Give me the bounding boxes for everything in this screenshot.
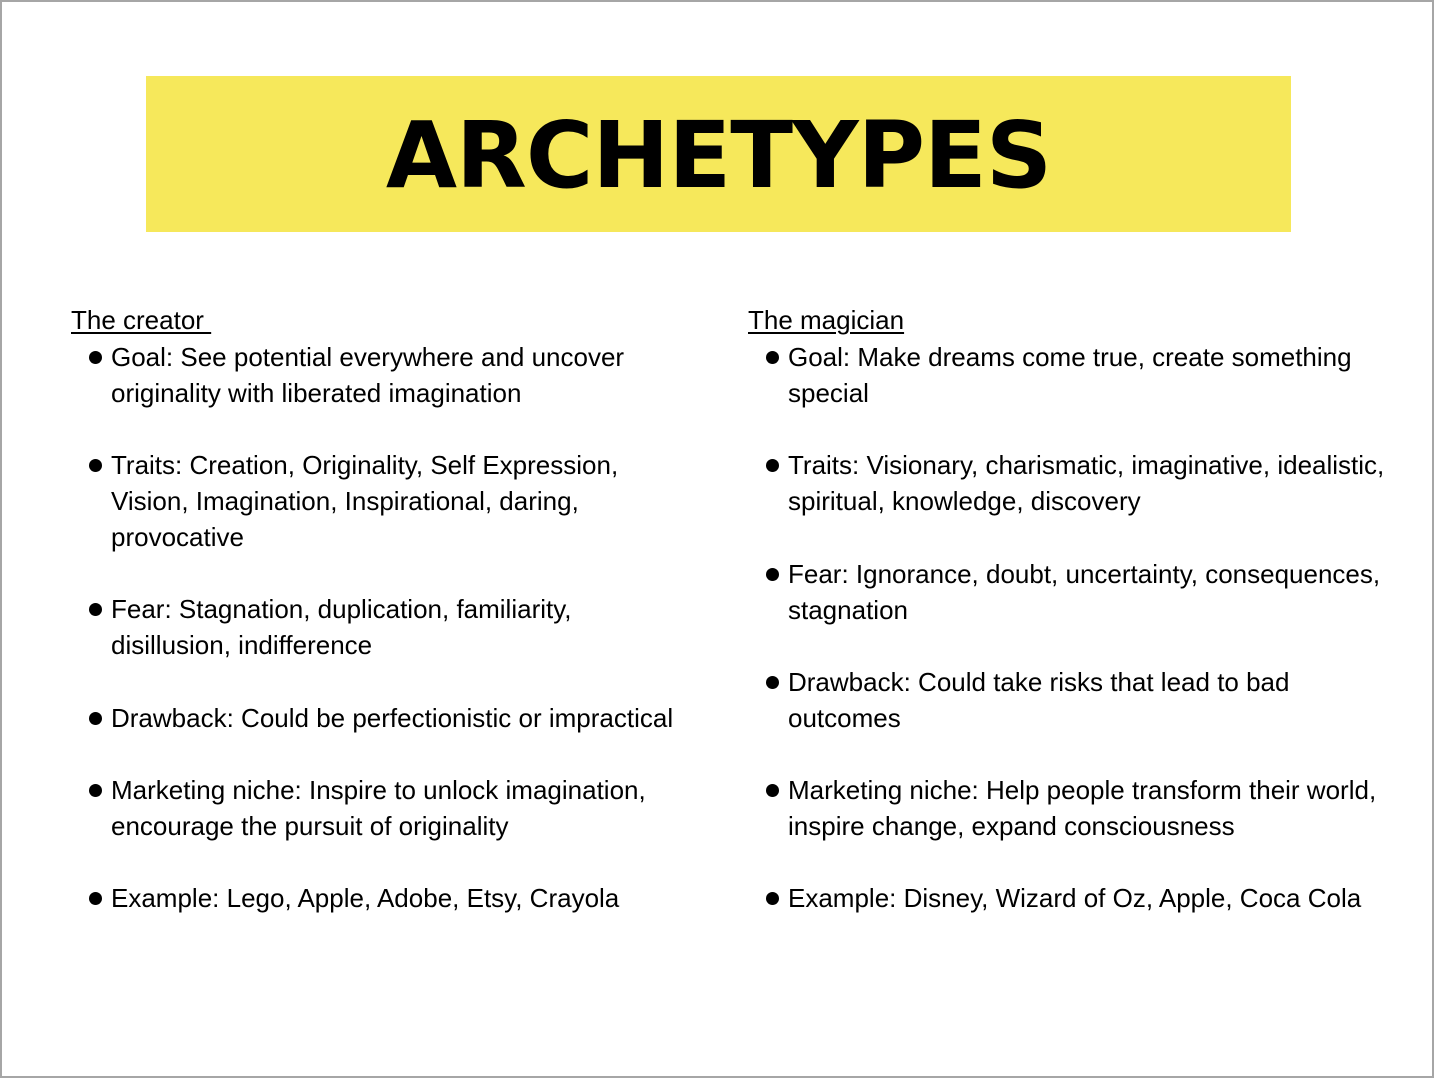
creator-fear-item [71, 591, 691, 663]
bullet-icon [766, 676, 779, 689]
creator-goal-item [71, 339, 691, 411]
bullet-text: Marketing niche: Inspire to unlock imagination, encourage the pursuit of originality [111, 775, 646, 841]
magician-fear-item [748, 556, 1388, 628]
creator-column [71, 303, 691, 952]
bullet-icon [766, 892, 779, 905]
bullet-text: Traits: Visionary, charismatic, imaginative, idealistic, spiritual, knowledge, discovery [788, 450, 1385, 516]
bullet-text: Drawback: Could take risks that lead to bad outcomes [788, 667, 1290, 733]
bullet-icon [89, 351, 102, 364]
bullet-text: Marketing niche: Help people transform their world, inspire change, expand consciousness [788, 775, 1377, 841]
bullet-icon [89, 603, 102, 616]
creator-bullet-list [71, 339, 691, 916]
bullet-text: Drawback: Could be perfectionistic or impractical [111, 703, 674, 733]
bullet-icon [766, 459, 779, 472]
magician-example-item [748, 880, 1388, 916]
magician-bullet-list [748, 339, 1388, 916]
creator-example-item [71, 880, 691, 916]
bullet-text: Goal: See potential everywhere and uncover originality with liberated imagination [111, 342, 625, 408]
bullet-text: Traits: Creation, Originality, Self Expression, Vision, Imagination, Inspirational, daring, provocative [111, 450, 619, 552]
bullet-icon [766, 568, 779, 581]
page-title: ARCHETYPES [385, 102, 1052, 209]
bullet-text: Goal: Make dreams come true, create something special [788, 342, 1352, 408]
creator-traits-item [71, 447, 691, 555]
magician-goal-item [748, 339, 1388, 411]
bullet-icon [89, 784, 102, 797]
bullet-icon [766, 351, 779, 364]
creator-heading: The creator [71, 305, 212, 335]
bullet-icon [766, 784, 779, 797]
magician-heading: The magician [748, 305, 905, 335]
bullet-text: Example: Lego, Apple, Adobe, Etsy, Crayola [111, 883, 620, 913]
magician-column [748, 303, 1388, 952]
bullet-text: Example: Disney, Wizard of Oz, Apple, Coca Cola [788, 883, 1362, 913]
magician-marketing-niche-item [748, 772, 1388, 844]
magician-drawback-item [748, 664, 1388, 736]
magician-traits-item [748, 447, 1388, 519]
creator-drawback-item [71, 700, 691, 736]
bullet-icon [89, 892, 102, 905]
bullet-icon [89, 712, 102, 725]
title-banner [146, 76, 1291, 232]
bullet-text: Fear: Stagnation, duplication, familiarity, disillusion, indifference [111, 594, 572, 660]
bullet-icon [89, 459, 102, 472]
bullet-text: Fear: Ignorance, doubt, uncertainty, consequences, stagnation [788, 559, 1381, 625]
creator-marketing-niche-item [71, 772, 691, 844]
